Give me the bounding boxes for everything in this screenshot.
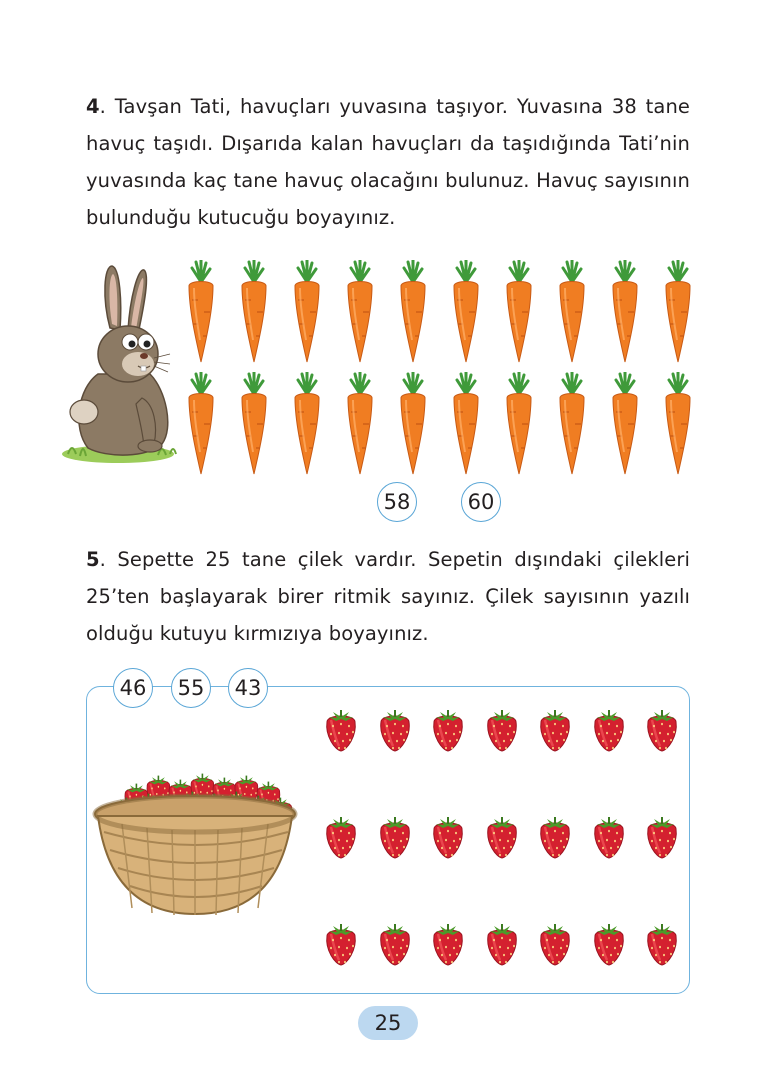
carrot-icon	[608, 372, 642, 476]
strawberry-icon	[591, 815, 627, 859]
carrot-icon	[396, 372, 430, 476]
question-4-text	[86, 88, 690, 236]
answer-option-55[interactable]: 55	[171, 668, 211, 708]
strawberry-icon	[323, 815, 359, 859]
carrot-icon	[555, 372, 589, 476]
carrot-icon	[290, 372, 324, 476]
strawberry-icon	[484, 708, 520, 752]
answer-option-60[interactable]: 60	[461, 482, 501, 522]
answer-option-58[interactable]: 58	[377, 482, 417, 522]
carrot-icon	[343, 260, 377, 364]
carrot-icon	[502, 260, 536, 364]
carrot-icon	[502, 372, 536, 476]
carrot-icon	[608, 260, 642, 364]
strawberry-icon	[591, 922, 627, 966]
carrot-icon	[237, 260, 271, 364]
rabbit-illustration	[58, 258, 188, 466]
strawberry-icon	[430, 815, 466, 859]
strawberry-icon	[537, 815, 573, 859]
carrot-icon	[237, 372, 271, 476]
question-5-body: . Sepette 25 tane çilek vardır. Sepetin dışındaki çilekleri 25’ten başlayarak birer ritmik sayınız. Çilek sayısının yazılı olduğu kutuyu kırmızıya boyayınız.	[86, 548, 690, 645]
question-4-body: . Tavşan Tati, havuçları yuvasına taşıyor. Yuvasına 38 tane havuç taşıdı. Dışarıda kalan havuçları da taşıdığında Tati’nin yuvasında kaç tane havuç olacağını bulunuz. Havuç sayısının bulunduğu kutucuğu boyayınız.	[86, 95, 690, 229]
strawberry-icon	[377, 708, 413, 752]
question-5-number: 5	[86, 548, 100, 571]
strawberry-icon	[537, 708, 573, 752]
carrot-icon	[290, 260, 324, 364]
strawberry-icon	[430, 922, 466, 966]
carrot-icon	[555, 260, 589, 364]
carrot-icon	[184, 260, 218, 364]
strawberry-icon	[323, 922, 359, 966]
carrot-grid	[184, 260, 700, 476]
carrot-icon	[396, 260, 430, 364]
strawberry-icon	[484, 922, 520, 966]
strawberry-icon	[484, 815, 520, 859]
strawberry-icon	[430, 708, 466, 752]
answer-option-43[interactable]: 43	[228, 668, 268, 708]
carrot-icon	[449, 372, 483, 476]
strawberry-icon	[591, 708, 627, 752]
question-4-number: 4	[86, 95, 100, 118]
strawberry-icon	[644, 708, 680, 752]
carrot-icon	[661, 260, 695, 364]
strawberry-icon	[377, 815, 413, 859]
strawberry-basket-illustration	[92, 768, 298, 918]
answer-option-46[interactable]: 46	[113, 668, 153, 708]
carrot-icon	[184, 372, 218, 476]
carrot-icon	[343, 372, 377, 476]
strawberry-icon	[377, 922, 413, 966]
question-5-text	[86, 541, 690, 652]
carrot-icon	[449, 260, 483, 364]
carrot-icon	[661, 372, 695, 476]
strawberry-icon	[323, 708, 359, 752]
strawberry-icon	[537, 922, 573, 966]
page-number: 25	[358, 1006, 418, 1040]
strawberry-icon	[644, 815, 680, 859]
strawberry-icon	[644, 922, 680, 966]
